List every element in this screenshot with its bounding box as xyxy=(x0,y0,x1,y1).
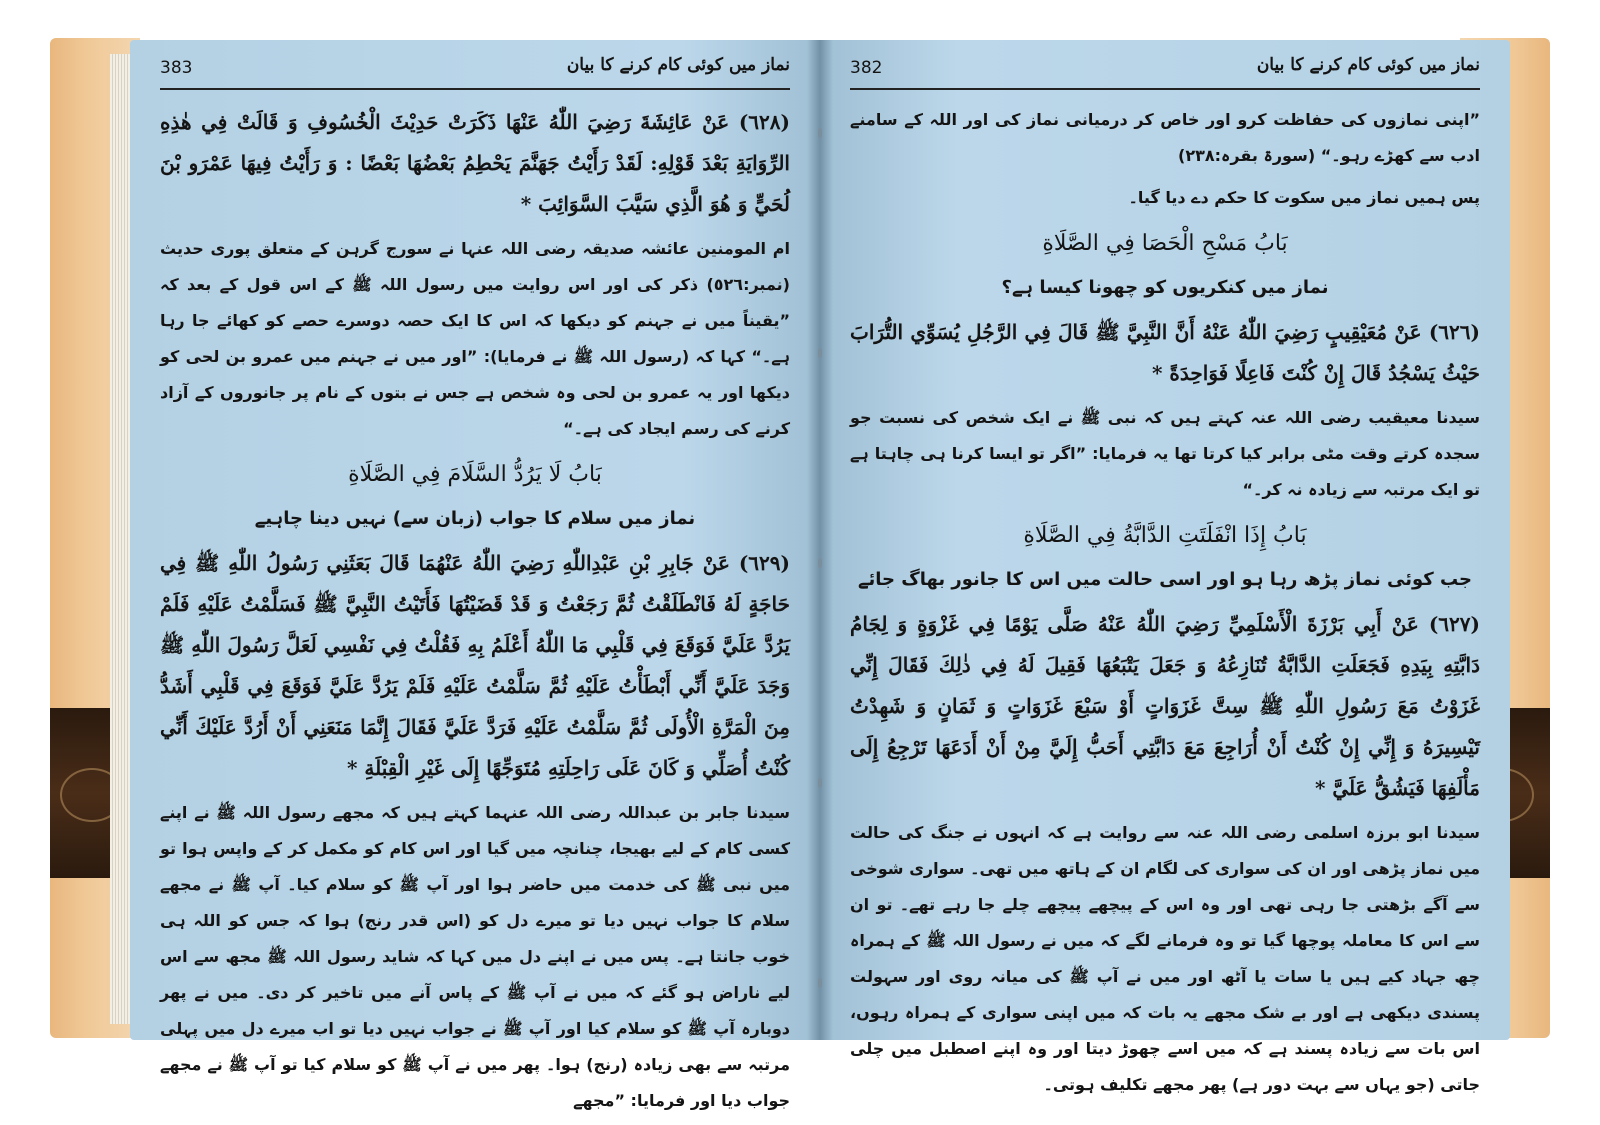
chapter-heading-arabic: بَابُ لَا يَرُدُّ السَّلَامَ فِي الصَّلَاةِ xyxy=(348,462,602,487)
chapter-heading-urdu: نماز میں سلام کا جواب (زبان سے) نہیں دینا چاہیے xyxy=(254,508,696,529)
binding-stitch xyxy=(818,128,822,138)
chapter-heading-urdu: نماز میں کنکریوں کو چھونا کیسا ہے؟ xyxy=(1001,277,1329,298)
page-number: 382 xyxy=(850,58,883,78)
running-title: نماز میں کوئی کام کرنے کا بیان xyxy=(566,55,790,75)
chapter-heading-arabic: بَابُ إِذَا انْفَلَتَتِ الدَّابَّةُ فِي الصَّلَاةِ xyxy=(1023,523,1307,548)
left-page xyxy=(130,40,820,1110)
binding-stitch xyxy=(818,558,822,568)
running-title: نماز میں کوئی کام کرنے کا بیان xyxy=(1256,55,1480,75)
hadith-translation: سیدنا ابو برزہ اسلمی رضی اللہ عنہ سے روایت ہے کہ انہوں نے جنگ کی حالت میں نماز پڑھی اور ان کی سواری کی لگام ان کے ہاتھ میں تھی۔ سواری شوخی سے آگے بڑھتی جا رہی تھی اور وہ اس کے پیچھے پیچھے چلے جا رہے تھے۔ تو ان سے اس کا معاملہ پوچھا گیا تو وہ فرمانے لگے کہ میں نے رسول اللہ ﷺ کے ہمراہ چھ جہاد کیے ہیں یا سات یا آٹھ اور میں نے آپ ﷺ کی میانہ روی اور سہولت پسندی دیکھی ہے اور بے شک مجھے یہ بات کہ میں اپنی سواری کے ہمراہ رہوں، اس بات سے زیادہ پسند ہے کہ میں اسے چھوڑ دیتا اور وہ اپنے اصطبل میں چلی جاتی (جو یہاں سے بہت دور ہے) پھر مجھے تکلیف ہوتی۔ xyxy=(850,823,1480,1094)
hadith-arabic: (٦٢٩) عَنْ جَابِرِ بْنِ عَبْدِاللّٰهِ رَضِيَ اللّٰهُ عَنْهُمَا قَالَ بَعَثَنِي رَسُولُ اللّٰهِ ﷺ فِي حَاجَةٍ لَهُ فَانْطَلَقْتُ ثُمَّ رَجَعْتُ وَ قَدْ قَضَيْتُهَا فَأَتَيْتُ النَّبِيَّ ﷺ فَسَلَّمْتُ عَلَيْهِ فَلَمْ يَرُدَّ عَلَيَّ فَوَقَعَ فِي قَلْبِي مَا اللّٰهُ أَعْلَمُ بِهِ فَقُلْتُ فِي نَفْسِي لَعَلَّ رَسُولَ اللّٰهِ ﷺ وَجَدَ عَلَيَّ أَنِّي أَبْطَأْتُ عَلَيْهِ ثُمَّ سَلَّمْتُ عَلَيْهِ فَلَمْ يَرُدَّ عَلَيَّ فَوَقَعَ فِي قَلْبِي أَشَدُّ مِنَ الْمَرَّةِ الْأُولَى ثُمَّ سَلَّمْتُ عَلَيْهِ فَرَدَّ عَلَيَّ فَقَالَ إِنَّمَا مَنَعَنِي أَنْ أَرُدَّ عَلَيْكَ أَنِّي كُنْتُ أُصَلِّي وَ كَانَ عَلَى رَاحِلَتِهِ مُتَوَجِّهًا إِلَى غَيْرِ الْقِبْلَةِ * xyxy=(160,551,790,780)
book-gutter xyxy=(807,40,833,1040)
page-content xyxy=(850,102,1480,1109)
hadith-arabic: (٦٢٦) عَنْ مُعَيْقِيبٍ رَضِيَ اللّٰهُ عَنْهُ أَنَّ النَّبِيَّ ﷺ قَالَ فِي الرَّجُلِ يُسَوِّي التُّرَابَ حَيْثُ يَسْجُدُ قَالَ إِنْ كُنْتَ فَاعِلًا فَوَاحِدَةً * xyxy=(850,320,1480,385)
page-header xyxy=(160,48,790,90)
right-page xyxy=(820,40,1510,1094)
binding-stitch xyxy=(818,978,822,988)
page-number: 383 xyxy=(160,58,193,78)
hadith-translation: سیدنا معیقیب رضی اللہ عنہ کہتے ہیں کہ نبی ﷺ نے ایک شخص کی نسبت جو سجدہ کرتے وقت مٹی برابر کیا کرتا تھا یہ فرمایا: ”اگر تو ایسا کرنا ہی چاہتا ہے تو ایک مرتبہ سے زیادہ نہ کر۔“ xyxy=(850,408,1480,499)
chapter-heading-arabic: بَابُ مَسْحِ الْحَصَا فِي الصَّلَاةِ xyxy=(1042,231,1288,256)
chapter-heading-urdu: جب کوئی نماز پڑھ رہا ہو اور اسی حالت میں اس کا جانور بھاگ جائے xyxy=(857,569,1473,590)
hadith-translation: ام المومنین عائشہ صدیقہ رضی اللہ عنہا نے سورج گرہن کے متعلق پوری حدیث (نمبر:٥٢٦) ذکر کی اور اس روایت میں رسول اللہ ﷺ کے اس قول کے بعد کہ ”یقیناً میں نے جہنم کو دیکھا کہ اس کا ایک حصہ دوسرے حصے کو کھائے جا رہا ہے۔“ کہا کہ (رسول اللہ ﷺ نے فرمایا): ”اور میں نے جہنم میں عمرو بن لحی کو دیکھا اور یہ عمرو بن لحی وہ شخص ہے جس نے بتوں کے نام پر جانوروں کے آزاد کرنے کی رسم ایجاد کی ہے۔“ xyxy=(160,239,790,438)
page-header xyxy=(850,48,1480,90)
binding-stitch xyxy=(818,348,822,358)
hadith-translation: سیدنا جابر بن عبداللہ رضی اللہ عنہما کہتے ہیں کہ مجھے رسول اللہ ﷺ نے اپنے کسی کام کے لیے بھیجا، چنانچہ میں گیا اور اس کام کو مکمل کر کے واپس ہوا تو میں نبی ﷺ کی خدمت میں حاضر ہوا اور آپ ﷺ کو سلام کیا۔ آپ ﷺ نے مجھے سلام کا جواب نہیں دیا تو میرے دل کو (اس قدر رنج) ہوا کہ جس کو اللہ ہی خوب جانتا ہے۔ پس میں نے اپنے دل میں کہا کہ شاید رسول اللہ ﷺ مجھ سے اس لیے ناراض ہو گئے کہ میں نے آپ ﷺ کے پاس آنے میں تاخیر کر دی۔ میں نے پھر دوبارہ آپ ﷺ کو سلام کیا اور آپ ﷺ نے جواب نہیں دیا تو اب میرے دل میں پہلی مرتبہ سے بھی زیادہ (رنج) ہوا۔ پھر میں نے آپ ﷺ کو سلام کیا تو آپ ﷺ نے مجھے جواب دیا اور فرمایا: ”مجھے xyxy=(160,803,790,1110)
open-book xyxy=(50,18,1550,1110)
page-content xyxy=(160,102,790,1125)
hadith-arabic: (٦٢٨) عَنْ عَائِشَةَ رَضِيَ اللّٰهُ عَنْهَا ذَكَرَتْ حَدِيْثَ الْخُسُوفِ وَ قَالَتْ فِي هٰذِهِ الرِّوَايَةِ بَعْدَ قَوْلِهِ: لَقَدْ رَأَيْتُ جَهَنَّمَ يَحْطِمُ بَعْضُهَا بَعْضًا : وَ رَأَيْتُ فِيهَا عَمْرَو بْنَ لُحَيٍّ وَ هُوَ الَّذِي سَيَّبَ السَّوَائِبَ * xyxy=(160,110,790,216)
quran-quote: ”اپنی نمازوں کی حفاظت کرو اور خاص کر درمیانی نماز کی اور اللہ کے سامنے ادب سے کھڑے رہو۔“ (سورۃ بقرہ:٢٣٨) xyxy=(850,110,1480,165)
hadith-arabic: (٦٢٧) عَنْ أَبِي بَرْزَةَ الْأَسْلَمِيِّ رَضِيَ اللّٰهُ عَنْهُ صَلَّى يَوْمًا فِي غَزْوَةٍ وَ لِجَامُ دَابَّتِهِ بِيَدِهِ فَجَعَلَتِ الدَّابَّةُ تُنَازِعُهُ وَ جَعَلَ يَتْبَعُهَا فَقِيلَ لَهُ فِي ذٰلِكَ فَقَالَ إِنِّي غَزَوْتُ مَعَ رَسُولِ اللّٰهِ ﷺ سِتَّ غَزَوَاتٍ أَوْ سَبْعَ غَزَوَاتٍ وَ ثَمَانٍ وَ شَهِدْتُ تَيْسِيرَهُ وَ إِنِّي إِنْ كُنْتُ أَنْ أُرَاجِعَ مَعَ دَابَّتِي أَحَبُّ إِلَيَّ مِنْ أَنْ أَدَعَهَا تَرْجِعُ إِلَى مَأْلَفِهَا فَيَشُقُّ عَلَيَّ * xyxy=(850,612,1480,800)
intro-note: پس ہمیں نماز میں سکوت کا حکم دے دیا گیا۔ xyxy=(1128,188,1480,207)
binding-stitch xyxy=(818,778,822,788)
